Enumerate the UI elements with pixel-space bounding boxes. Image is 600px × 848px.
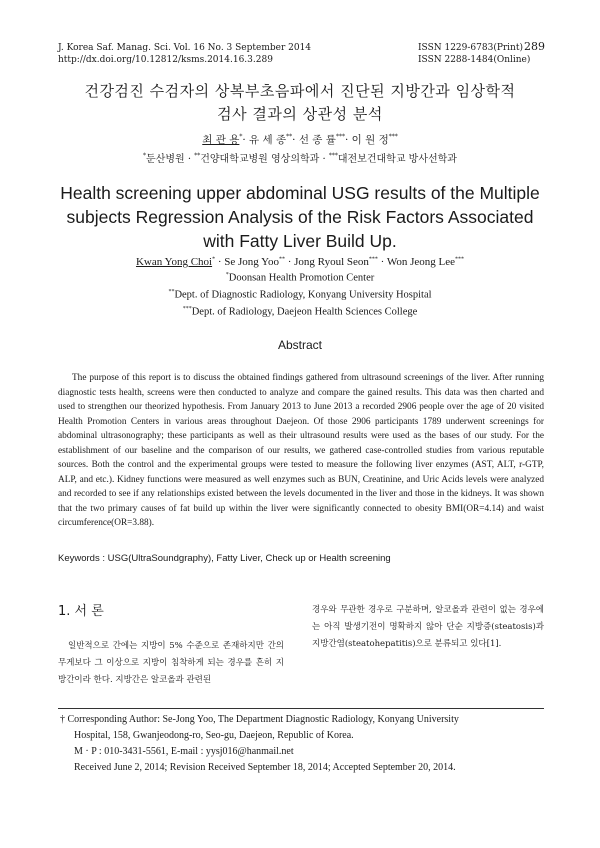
footnote-line-1 — [60, 712, 550, 728]
footnote-contact: M · P : 010-3431-5561, E-mail : yysj016@hanmail.net — [74, 746, 294, 757]
issn-print: ISSN 1229-6783(Print) — [418, 43, 523, 53]
english-aff-2-text: Dept. of Diagnostic Radiology, Konyang University Hospital — [174, 289, 432, 301]
english-corresponding-author: Kwan Yong Choi — [135, 256, 213, 268]
english-author-2: · Se Jong Yoo — [215, 256, 279, 268]
abstract-body: The purpose of this report is to discuss the obtained findings gathered from ultrasound screenings of the liver. After running diagnostic tests health, screens were then conducted to analyze and compare the gained results. This data was then charted and used to strengthen our theorized hypothesis. From January 2013 to June 2013 a recorded 2906 people over the age of 20 visited Health Promotion Centers in various areas throughout Daejeon. Of those 2906 participants 1789 underwent screenings for abdominal ultrasonography; these participants as well as their ultrasound results were used as the bases of our study. For the establishment of our baseline and the comparison of our results, we gathered case-controlled studies from various reputable sources. Both the control and the experimental groups were tested to measure the following liver enzymes (AST, ALT, r-GTP, ALP, and etc.). Kidney functions were measured as well enzymes such as BUN, Creatinine, and Uric Acids levels were analyzed and recorded to see if any relationships existed between the levels documented in the liver and those in the kidneys. It was shown that the two primary causes of fat build up within the liver were significantly connected to obesity BMI(OR=4.14) and waist circumference(OR=3.88). — [58, 373, 544, 528]
corresponding-footnote — [60, 712, 550, 776]
english-affiliation-3: ***Dept. of Radiology, Daejeon Health Sciences College — [182, 306, 418, 318]
page-number: 289 — [524, 40, 545, 53]
english-title-line3: with Fatty Liver Build Up. — [203, 231, 397, 251]
english-affiliation-2: **Dept. of Diagnostic Radiology, Konyang University Hospital — [168, 289, 432, 301]
left-column-text: 일반적으로 간에는 지방이 5% 수준으로 존재하지만 간의 무게보다 그 이상으로 지방이 침착하게 되는 경우를 흔히 지방간이라 한다. 지방간은 알코올과 관련된 — [58, 641, 284, 685]
english-title-line2: subjects Regression Analysis of the Risk Factors Associated — [66, 207, 534, 227]
korean-title-line1: 건강검진 수검자의 상복부초음파에서 진단된 지방간과 임상학적 — [84, 82, 516, 100]
korean-aff-2: 건양대학교병원 영상의학과 · — [200, 154, 329, 165]
journal-citation: J. Korea Saf. Manag. Sci. Vol. 16 No. 3 September 2014 — [58, 43, 312, 53]
footnote-received: Received June 2, 2014; Revision Received September 18, 2014; Accepted September 20, 2014. — [74, 762, 456, 773]
section-heading: 1. 서 론 — [58, 604, 104, 619]
korean-authors: 최 관 용*· 유 세 종**· 선 종 률***· 이 원 정*** — [202, 133, 398, 146]
korean-aff-3: 대전보건대학교 방사선학과 — [337, 154, 457, 165]
english-title-line1: Health screening upper abdominal USG results of the Multiple — [60, 183, 540, 203]
english-author-3: · Jong Ryoul Seon — [284, 256, 369, 268]
korean-author-4: · 이 원 정 — [344, 134, 389, 146]
issn-online: ISSN 2288-1484(Online) — [418, 55, 531, 65]
doi-link[interactable]: http://dx.doi.org/10.12812/ksms.2014.16.3.289 — [58, 55, 273, 65]
footnote-line-2: Hospital, 158, Gwanjeodong-ro, Seo-gu, Daejeon, Republic of Korea. — [74, 730, 354, 741]
right-column-text: 경우와 무관한 경우로 구분하며, 알코올과 관련이 없는 경우에는 아직 발생기전이 명확하지 않아 단순 지방증(steatosis)과 지방간염(steatohepatitis)으로 분류되고 있다[1]. — [312, 605, 544, 649]
english-affiliation-1: *Doonsan Health Promotion Center — [225, 272, 375, 284]
korean-aff-1: 둔산병원 · — [146, 154, 195, 165]
english-author-4: · Won Jeong Lee — [377, 256, 456, 268]
footnote-divider — [58, 708, 544, 709]
dagger-icon: † — [60, 714, 65, 725]
korean-corresponding-author: 최 관 용 — [202, 134, 240, 146]
korean-author-2: · 유 세 종 — [242, 134, 287, 146]
english-aff-1-text: Doonsan Health Promotion Center — [228, 272, 375, 284]
korean-title-line2: 검사 결과의 상관성 분석 — [217, 105, 383, 123]
korean-author-3: · 선 종 률 — [292, 134, 336, 146]
keywords: Keywords : USG(UltraSoundgraphy), Fatty Liver, Check up or Health screening — [58, 553, 391, 564]
footnote-line-1-text: Corresponding Author: Se-Jong Yoo, The Department Diagnostic Radiology, Konyang University — [65, 714, 459, 725]
abstract-heading: Abstract — [277, 338, 322, 352]
english-aff-3-text: Dept. of Radiology, Daejeon Health Sciences College — [191, 306, 418, 318]
english-authors: Kwan Yong Choi* · Se Jong Yoo** · Jong Ryoul Seon*** · Won Jeong Lee*** — [135, 256, 465, 268]
korean-affiliations: *둔산병원 · **건양대학교병원 영상의학과 · ***대전보건대학교 방사선학과 — [143, 152, 457, 165]
